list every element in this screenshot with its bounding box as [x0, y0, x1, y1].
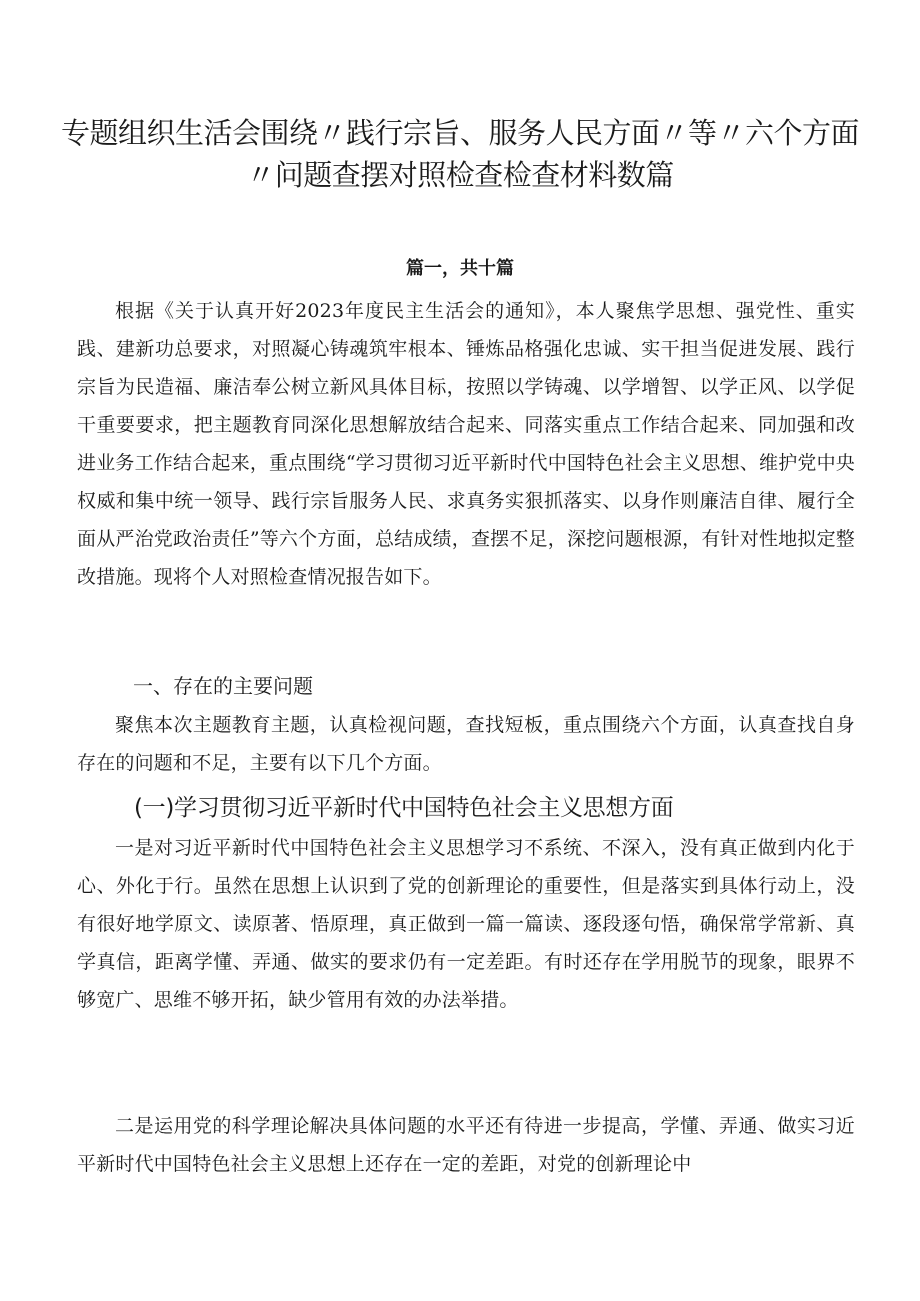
section-intro-paragraph: 聚焦本次主题教育主题，认真检视问题，查找短板，重点围绕六个方面，认真查找自身存在的问题和不足，主要有以下几个方面。: [77, 714, 855, 774]
section-heading: 一、存在的主要问题: [133, 674, 313, 698]
intro-paragraph: 根据《关于认真开好2023年度民主生活会的通知》，本人聚焦学思想、强党性、重实践、建新功总要求，对照凝心铸魂筑牢根本、锤炼品格强化忠诚、实干担当促进发展、践行宗旨为民造福、廉洁奉公树立新风具体目标，按照以学铸魂、以学增智、以学正风、以学促干重要要求，把主题教育同深化思想解放结合起来、同落实重点工作结合起来、同加强和改进业务工作结合起来，重点围绕“学习贯彻习近平新时代中国特色社会主义思想、维护党中央权威和集中统一领导、践行宗旨服务人民、求真务实狠抓落实、以身作则廉洁自律、履行全面从严治党政治责任”等六个方面，总结成绩，查摆不足，深挖问题根源，有针对性地拟定整改措施。现将个人对照检查情况报告如下。: [77, 300, 855, 588]
body-paragraph: 一是对习近平新时代中国特色社会主义思想学习不系统、不深入，没有真正做到内化于心、外化于行。虽然在思想上认识到了党的创新理论的重要性，但是落实到具体行动上，没有很好地学原文、读原著、悟原理，真正做到一篇一篇读、逐段逐句悟，确保常学常新、真学真信，距离学懂、弄通、做实的要求仍有一定差距。有时还存在学用脱节的现象，眼界不够宽广、思维不够开拓，缺少管用有效的办法举措。: [77, 837, 855, 1011]
document-title: 专题组织生活会围绕〃践行宗旨、服务人民方面〃等〃六个方面〃问题查摆对照检查检查材料数篇: [60, 116, 859, 192]
body-paragraph: 二是运用党的科学理论解决具体问题的水平还有待进一步提高，学懂、弄通、做实习近平新时代中国特色社会主义思想上还存在一定的差距，对党的创新理论中: [77, 1115, 855, 1175]
document-subtitle: 篇一，共十篇: [406, 258, 514, 279]
subsection-heading: (一)学习贯彻习近平新时代中国特色社会主义思想方面: [134, 795, 674, 821]
